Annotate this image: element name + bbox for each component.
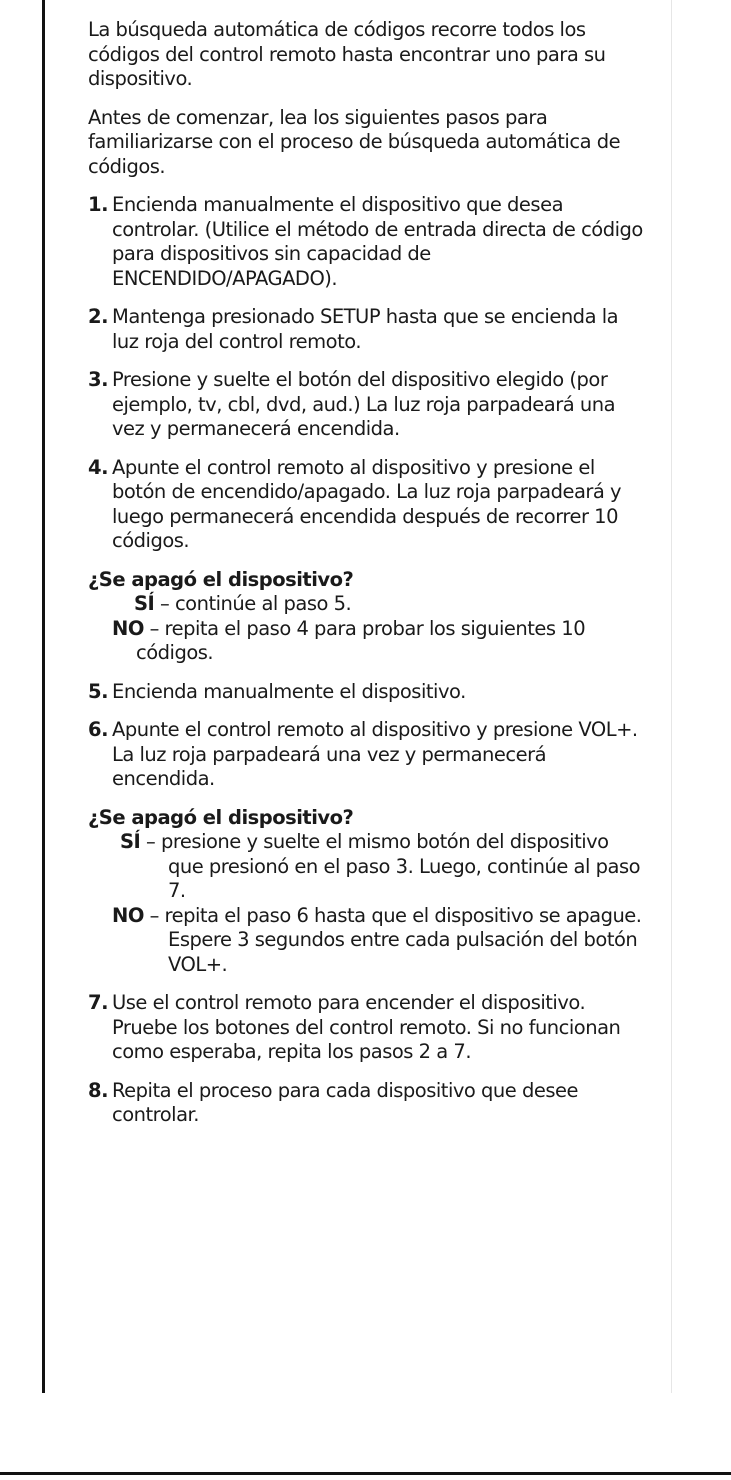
step-number: 3.: [88, 368, 108, 391]
step-text: Apunte el control remoto al dispositivo y presione VOL+. La luz roja parpadeará una vez y permanecerá encendida.: [112, 718, 638, 790]
step-3: [88, 368, 648, 442]
step-text: Apunte el control remoto al dispositivo y presione el botón de encendido/apagado. La luz roja parpadeará y luego permanecerá encendida después de recorrer 10 códigos.: [112, 455, 622, 552]
question-2-heading: ¿Se apagó el dispositivo?: [88, 805, 354, 829]
question-1-yes-answer: [104, 592, 648, 617]
step-text: Mantenga presionado SETUP hasta que se encienda la luz roja del control remoto.: [112, 305, 619, 353]
intro-paragraph-1: La búsqueda automática de códigos recorre todos los códigos del control remoto hasta encontrar uno para su dispositivo.: [88, 18, 606, 90]
step-1: [88, 193, 648, 291]
step-text: Repita el proceso para cada dispositivo que desee controlar.: [112, 1078, 578, 1126]
no-text: – repita el paso 4 para probar los siguientes 10 códigos.: [136, 616, 586, 664]
yes-tag: SÍ: [120, 830, 141, 853]
step-5: [88, 680, 648, 705]
step-text: Presione y suelte el botón del dispositivo elegido (por ejemplo, tv, cbl, dvd, aud.) La luz roja parpadeará una vez y permanecerá encendida.: [112, 368, 616, 440]
step-2: [88, 305, 648, 354]
yes-text: – presione y suelte el mismo botón del dispositivo que presionó en el paso 3. Luego, continúe al paso 7.: [140, 830, 641, 902]
step-7: [88, 991, 648, 1065]
question-1-heading: ¿Se apagó el dispositivo?: [88, 567, 354, 591]
step-number: 2.: [88, 305, 108, 328]
step-number: 7.: [88, 991, 108, 1014]
step-text: Use el control remoto para encender el dispositivo. Pruebe los botones del control remoto. Si no funcionan como esperaba, repita los pasos 2 a 7.: [112, 991, 621, 1063]
step-text: Encienda manualmente el dispositivo.: [112, 679, 466, 703]
step-8: [88, 1079, 648, 1128]
no-tag: NO: [112, 903, 144, 927]
right-border-rule: [671, 0, 672, 1393]
step-number: 6.: [88, 718, 108, 741]
question-2-no-answer: [88, 904, 648, 978]
no-text: – repita el paso 6 hasta que el dispositivo se apague. Espere 3 segundos entre cada pulsación del botón VOL+.: [143, 903, 642, 976]
left-border-rule: [42, 0, 45, 1393]
intro-paragraph-2: Antes de comenzar, lea los siguientes pasos para familiarizarse con el proceso de búsqueda automática de códigos.: [88, 105, 621, 178]
question-2-yes-answer: [88, 830, 648, 904]
step-6: [88, 718, 648, 792]
bottom-border-rule: [0, 1472, 731, 1475]
step-number: 5.: [88, 679, 108, 703]
step-4: [88, 456, 648, 554]
step-number: 4.: [88, 455, 108, 479]
question-1-no-answer: [112, 617, 648, 666]
yes-text: – continúe al paso 5.: [154, 592, 352, 615]
step-number: 8.: [88, 1078, 108, 1102]
step-text: Encienda manualmente el dispositivo que desea controlar. (Utilice el método de entrada directa de código para dispositivos sin capacidad de ENCENDIDO/APAGADO).: [112, 193, 643, 290]
yes-tag: SÍ: [134, 592, 155, 615]
no-tag: NO: [112, 616, 144, 640]
manual-page-content: [88, 18, 648, 1142]
step-number: 1.: [88, 193, 108, 216]
